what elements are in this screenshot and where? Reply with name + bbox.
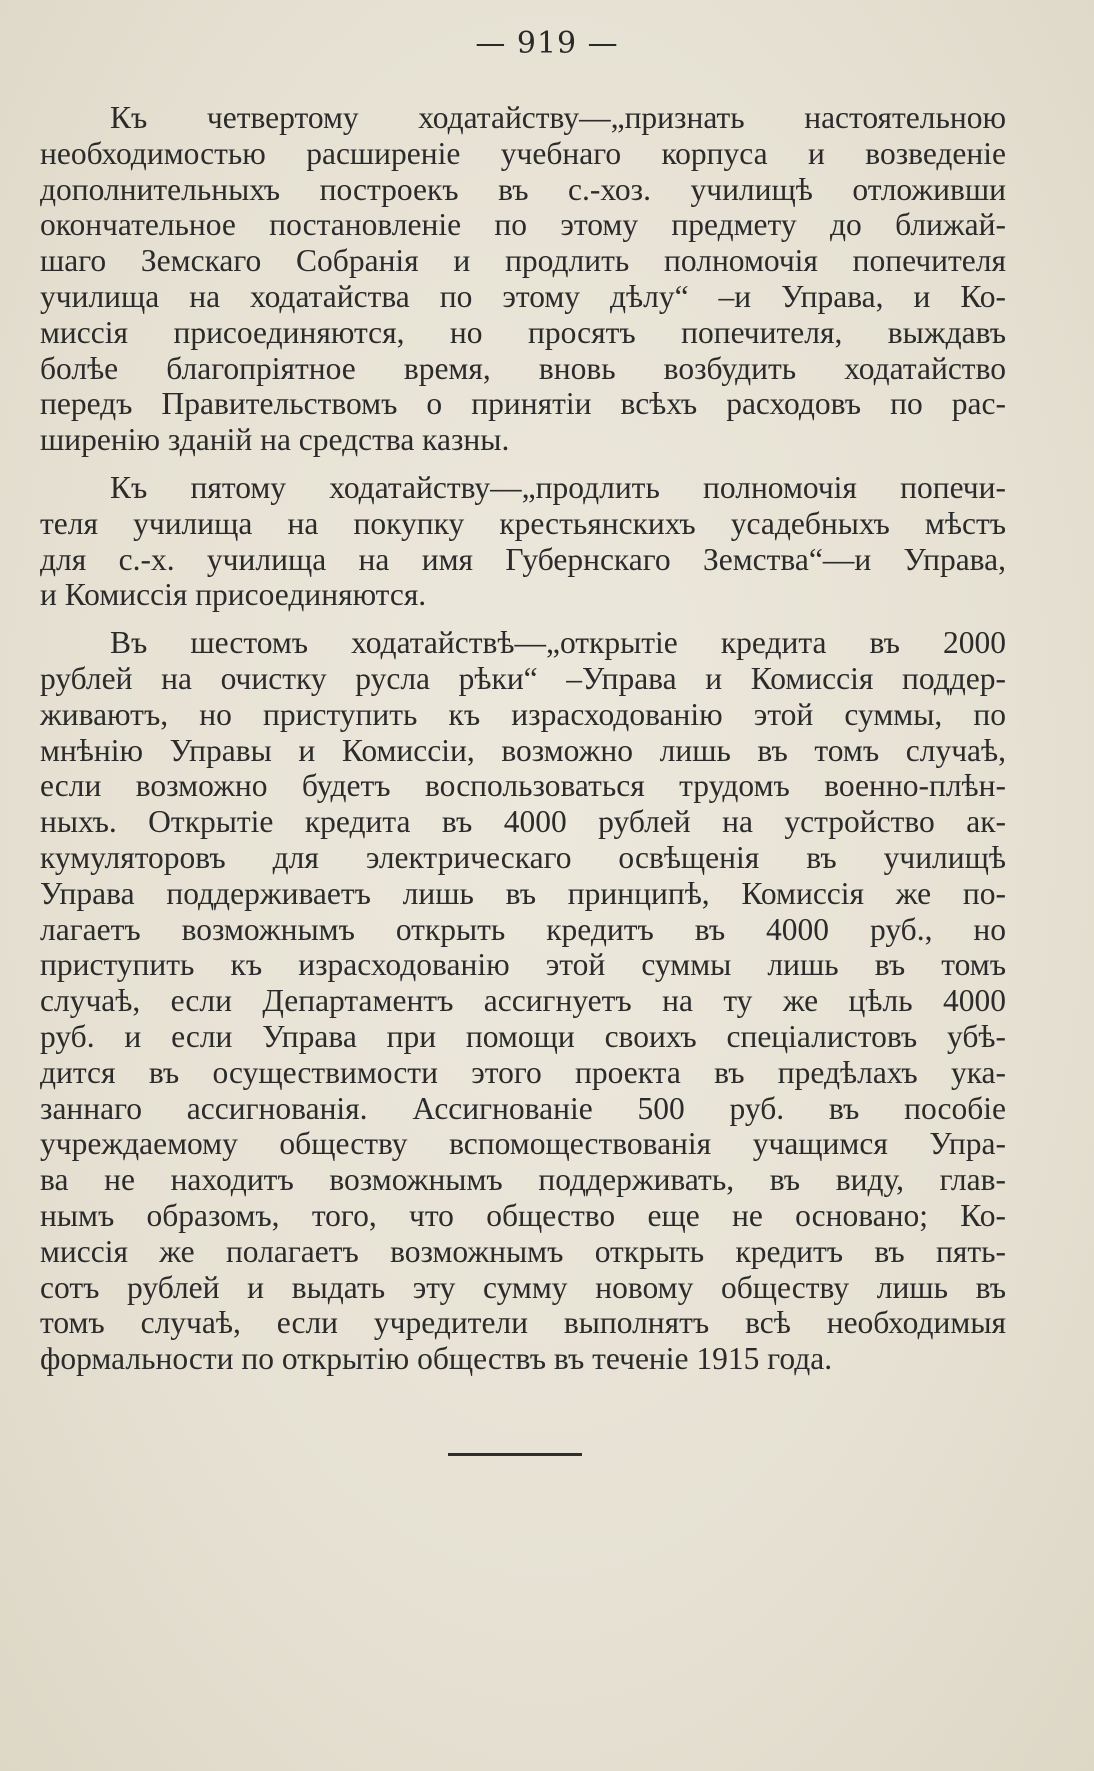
text-line: руб. и если Управа при помощи своихъ спеціалистовъ убѣ- [40,1018,1006,1054]
text-line: ва не находитъ возможнымъ поддерживать, въ виду, глав- [40,1162,1006,1198]
text-line: необходимостью расширеніе учебнаго корпуса и возведеніе [40,135,1006,171]
text-line: дополнительныхъ построекъ въ с.-хоз. училищѣ отложивши [40,171,1006,207]
text-line: если возможно будетъ воспользоваться трудомъ военно-плѣн- [40,768,1006,804]
page-number: — 919 — [475,26,619,61]
text-line: формальности по открытію обществъ въ теченіе 1915 года. [40,1341,833,1377]
text-line: заннаго ассигнованія. Ассигнованіе 500 руб. въ пособіе [40,1090,1006,1126]
text-line: мнѣнію Управы и Комиссіи, возможно лишь въ томъ случаѣ, [40,732,1006,768]
text-line: Управа поддерживаетъ лишь въ принципѣ, Комиссія же по- [40,875,1006,911]
text-line: сотъ рублей и выдать эту сумму новому обществу лишь въ [40,1269,1006,1305]
text-line: ширенію зданій на средства казны. [40,422,510,458]
text-line: и Комиссія присоединяются. [40,577,427,613]
text-line: кумуляторовъ для электрическаго освѣщенія въ училищѣ [40,839,1006,875]
text-line: Къ четвертому ходатайству—„признать настоятельною [110,100,1006,135]
body-text [40,100,1006,1389]
text-line: миссія присоединяются, но просятъ попечителя, выждавъ [40,314,1006,350]
text-line: болѣе благопріятное время, вновь возбудить ходатайство [40,350,1006,386]
text-line: Въ шестомъ ходатайствѣ—„открытіе кредита въ 2000 [110,625,1006,661]
text-line: ныхъ. Открытіе кредита въ 4000 рублей на устройство ак- [40,804,1006,840]
text-line: рублей на очистку русла рѣки“ –Управа и Комиссія поддер- [40,660,1006,696]
text-line: случаѣ, если Департаментъ ассигнуетъ на ту же цѣль 4000 [40,983,1006,1019]
text-line: для с.-х. училища на имя Губернскаго Земства“—и Управа, [40,541,1006,577]
text-line: передъ Правительствомъ о принятіи всѣхъ расходовъ по рас- [40,386,1006,422]
text-line: Къ пятому ходатайству—„продлить полномочія попечи- [110,469,1006,505]
text-line: учреждаемому обществу вспомоществованія учащимся Упра- [40,1126,1006,1162]
paragraph-sixth-petition [40,625,1006,1377]
text-line: миссія же полагаетъ возможнымъ открыть кредитъ въ пять- [40,1233,1006,1269]
paragraph-fourth-petition [40,100,1006,458]
text-line: училища на ходатайства по этому дѣлу“ –и Управа, и Ко- [40,278,1006,314]
text-line: томъ случаѣ, если учредители выполнятъ всѣ необходимыя [40,1305,1006,1341]
text-line: живаютъ, но приступить къ израсходованію этой суммы, по [40,696,1006,732]
end-rule [448,1453,582,1456]
text-line: окончательное постановленіе по этому предмету до ближай- [40,207,1006,243]
text-line: шаго Земскаго Собранія и продлить полномочія попечителя [40,243,1006,279]
paragraph-fifth-petition [40,470,1006,613]
text-line: дится въ осуществимости этого проекта въ предѣлахъ ука- [40,1054,1006,1090]
text-line: приступить къ израсходованію этой суммы лишь въ томъ [40,947,1006,983]
text-line: теля училища на покупку крестьянскихъ усадебныхъ мѣстъ [40,505,1006,541]
text-line: лагаетъ возможнымъ открыть кредитъ въ 4000 руб., но [40,911,1006,947]
text-line: нымъ образомъ, того, что общество еще не основано; Ко- [40,1197,1006,1233]
